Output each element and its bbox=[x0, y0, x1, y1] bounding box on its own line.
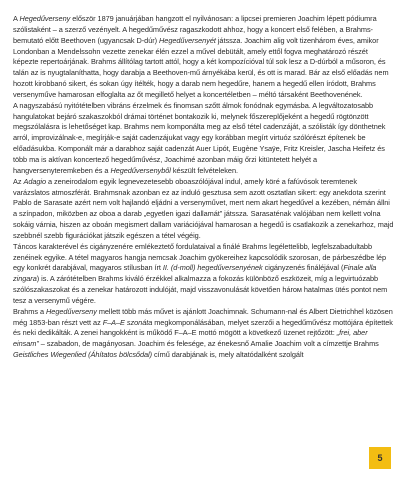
text-run: Az bbox=[13, 176, 24, 186]
italic-text: „frei, aber einsam” bbox=[13, 328, 368, 349]
text-run: megkomponálásában, melyet szerzői a hegedűművész mottójára építettek és neki dedikálták. A zenei hangokként is működő F–A–E mottó mögött a következő üzenet rejtőzött: bbox=[13, 317, 393, 338]
text-run: Táncos karakterével és cigányzenére emlékeztető fordulataival a finálé Brahms legélettelibb, legfelszabadultabb zenéinek egyike. A tétel magyaros hangja nemcsak Joachim gyökereihez kapcsolódik szorosan, de párbeszédbe lép egy konkrét darabjával, magyaros stílusban írt bbox=[13, 241, 386, 273]
italic-text: Hegedűversenyét bbox=[159, 35, 216, 45]
text-run: című darabjának is, mely altatódalként szolgált bbox=[152, 350, 304, 360]
text-run: – szabadon, de magányosan. Joachim és felesége, az énekesnő Amalie Joachim volt a címzettje Brahms bbox=[38, 339, 379, 349]
text-run: A bbox=[13, 14, 20, 23]
italic-text: Hegedűversenyből bbox=[110, 165, 171, 175]
italic-text: II. (d-moll) hegedűversenyének bbox=[162, 263, 263, 273]
page-number-badge: 5 bbox=[369, 447, 391, 469]
body-text bbox=[13, 14, 394, 361]
italic-text: F–A–E szonáta bbox=[102, 317, 153, 327]
italic-text: Adagio bbox=[23, 176, 47, 186]
text-run: először 1879 januárjában hangzott el nyilvánosan: a lipcsei premieren Joachim lépett pódiumra szólistaként – a szerző vezényelt. A hegedűművész ragaszkodott ahhoz, hogy a koncert első felében, a Brahms-bemutató előtt Beethoven (ugyancsak D-dúr) bbox=[13, 14, 377, 45]
italic-text: Finale alla zingara bbox=[13, 263, 377, 284]
paragraph-5 bbox=[13, 307, 394, 361]
text-run: a zeneirodalom egyik legnevezetesebb oboaszólójával indul, amely köré a fafúvósok teremtenek varázslatos atmoszférát. Brahmsnak azonban ez az induló gesztusa sem azott osztatlan sikert: egy anekdota szerint Pablo de Sarasate azért nem volt hajlandó eljádni a versenyművet, mert nem akart hegedűvel a kezében, némán állni a színpadon, miközben az oboa a darab „egyetlen igazi dallamát” játssza. Sarasaténak valójában nem kellett volna sokáig várnia, hiszen az oboán megismert dallam variációjával hamarosan a hegedű is csatlakozik a zenekarhoz, majd szebbnél szebb figurációkat játszik egészen a tétel végéig. bbox=[13, 176, 394, 240]
text-run: játssza. Joachim alig volt tizenhárom éves, amikor Londonban a Mendelssohn vezette zenekar élén ezzel a művel debütált, amely ettől fogva meghatározó részét képezte repertoárjának. Brahms állítólag tartott attól, hogy a két kompozícióval túl sok lesz a D-dúrból a műsoron, és talán az is nyugtalaníthatta, hogy darabja a Beethoven-mű árnyékába kerül, és ott is marad. Bár az első előadás nem hozott kirobbanó sikert, és sokan úgy ítélték, hogy a darab nem hegedűre, hanem a hegedű ellen íródott, Brahms versenyműve hamarosan elfoglalta az őt megillető helyet a koncertéletben – méltó társaként Beethovenének. bbox=[13, 35, 389, 99]
italic-text: Hegedűverseny bbox=[46, 306, 97, 316]
text-run: A nagyszabású nyitótételben vibráns érzelmek és finomsan szőtt álmok fonódnak egymásba. A legváltozatosabb hangulatokat bejáró szakaszokból drámai történet bontakozik ki, melynek főszereplőjeként a hegedű rögtönzött megszólalásra is lehetőséget kap. Brahms nem komponálta meg az első tétel cadenzáját, a szólisták így dönthetnek arról, improvizálnak-e, megírják-e saját cadenzájukat vagy egy korábban megírt virtuóz szólórészt építenek be előadásukba. Komponált már a darabhoz saját cadenzát Auer Lipót, Eugène Ysaÿe, Fritz Kreisler, Jascha Heifetz és több ma is aktívan koncertező hegedűművész, Joachimé azonban máig őrzi kitüntetett helyét a hangversenyteremkeben és a bbox=[13, 100, 386, 175]
paragraph-1 bbox=[13, 14, 394, 101]
text-run: Brahms a bbox=[13, 306, 47, 316]
paragraph-2 bbox=[13, 101, 394, 177]
paragraph-4 bbox=[13, 242, 394, 307]
text-run: mellett több más művet is ajánlott Joachimnak. Schumann-nal és Albert Dietrichhel közösen még 1853-ban részt vett az bbox=[13, 306, 393, 327]
text-run: készült felvételeken. bbox=[170, 165, 238, 175]
text-run: ) is. A zárótételben Brahms kiváló érzékkel alkalmazza a fokozás különböző eszközeit, míg a legvirtuózabb szólószakaszokat és a zenekar határozott indulóját, majd visszavonulását követően hároм hatalmas ütés pontot nem tesz a versenymű végére. bbox=[13, 274, 388, 305]
italic-text: Hegedűverseny bbox=[19, 14, 71, 23]
text-run: cigányzenés fináléjával ( bbox=[262, 263, 344, 273]
italic-text: Geistliches Wiegenlied (Áhítatos bölcsődal) bbox=[13, 350, 153, 360]
paragraph-3 bbox=[13, 177, 394, 242]
